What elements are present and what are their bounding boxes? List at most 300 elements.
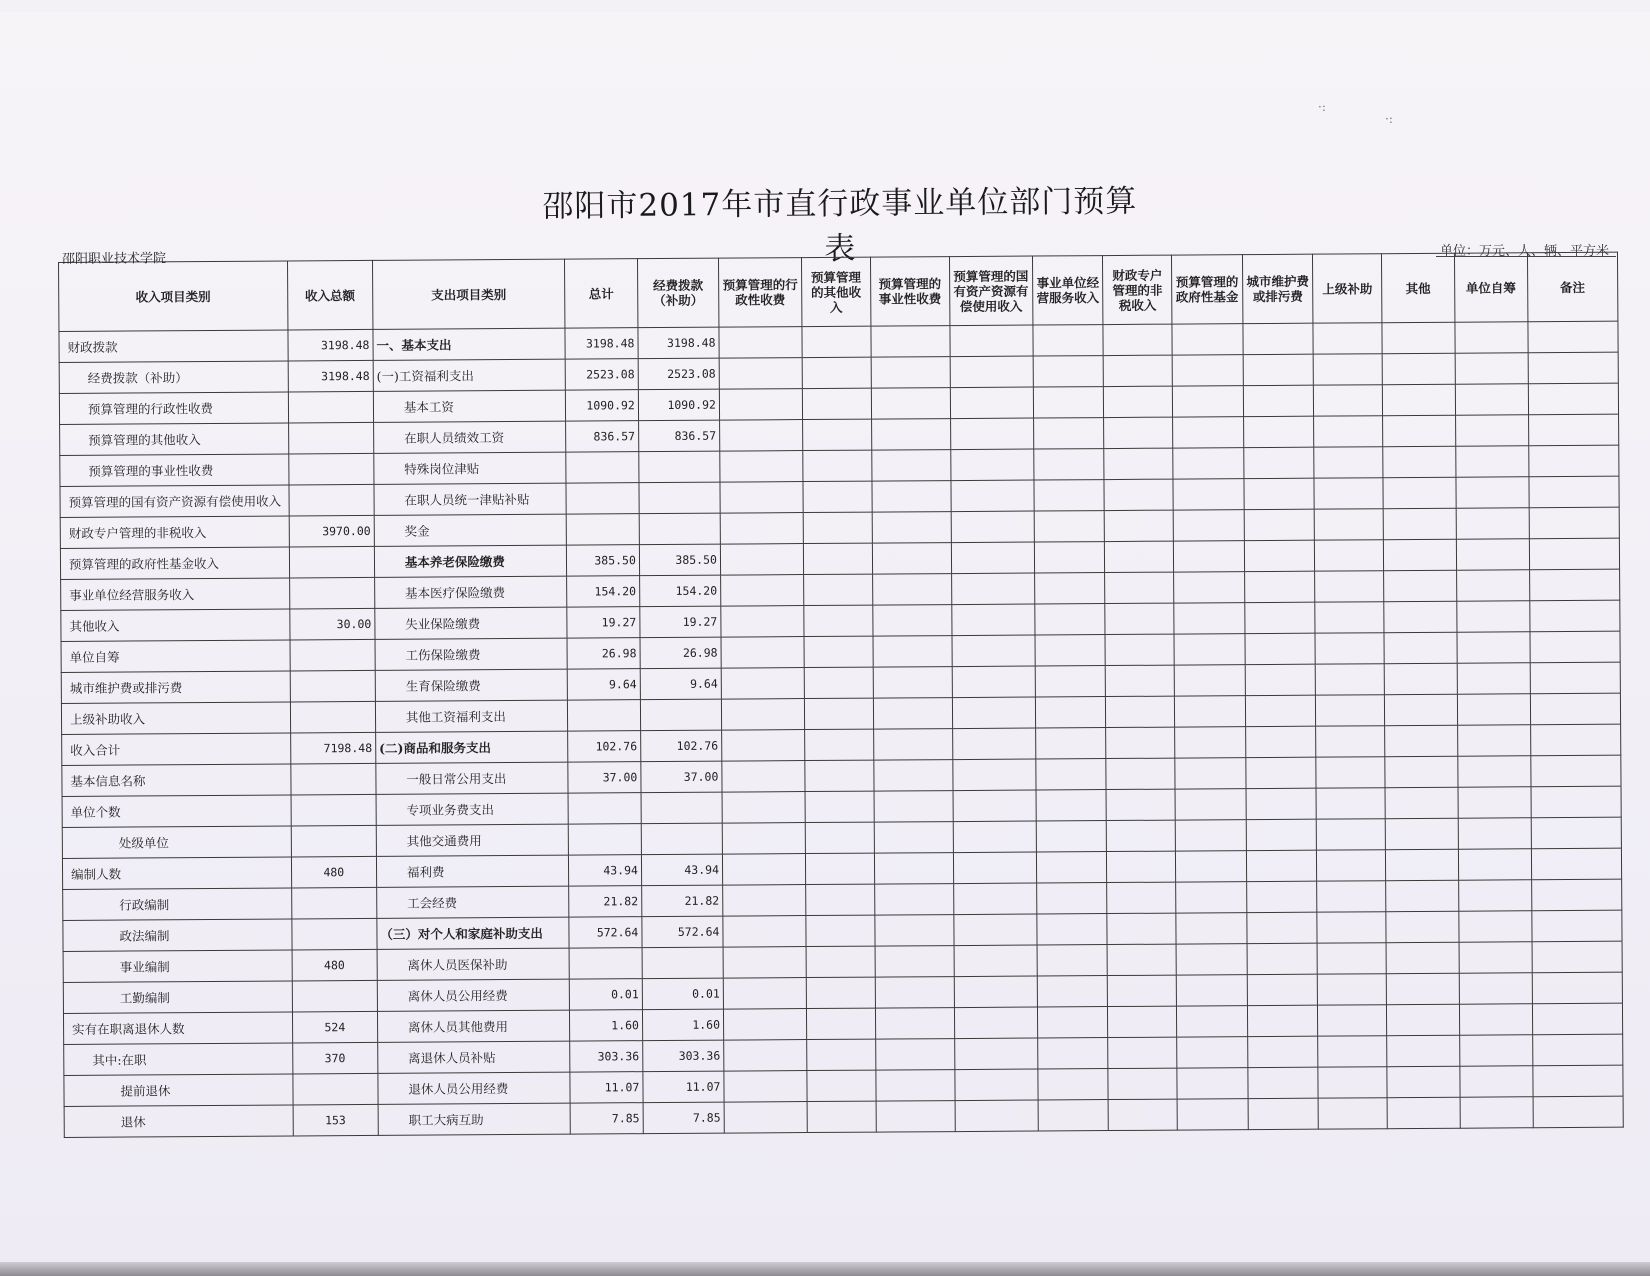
header-cell: 预算管理的其他收入 [802, 257, 871, 326]
empty-cell [1107, 882, 1176, 913]
empty-cell [722, 792, 805, 824]
total-cell: 3198.48 [565, 328, 638, 359]
empty-cell [1532, 1065, 1623, 1097]
empty-cell [1106, 665, 1175, 696]
expense-item-cell: 退休人员公用经费 [378, 1072, 570, 1104]
expense-item-cell: 职工大病互助 [378, 1103, 570, 1135]
income-amount-cell [292, 980, 377, 1012]
empty-cell [1172, 355, 1243, 386]
total-cell: 836.57 [566, 421, 639, 452]
empty-cell [1531, 848, 1622, 880]
income-amount-cell: 153 [293, 1104, 378, 1136]
empty-cell [1176, 944, 1247, 975]
empty-cell [1383, 477, 1456, 508]
total-cell [569, 948, 642, 979]
unit-note: 单位：万元、人、辆、平方米 [1440, 244, 1610, 259]
empty-cell [1382, 353, 1455, 384]
income-amount-cell: 30.00 [289, 608, 374, 640]
empty-cell [1243, 385, 1314, 416]
empty-cell [723, 978, 806, 1010]
empty-cell [1174, 603, 1245, 634]
empty-cell [1383, 446, 1456, 477]
empty-cell [1315, 540, 1384, 571]
income-item-cell: 单位个数 [62, 795, 291, 828]
empty-cell [724, 1040, 807, 1072]
empty-cell [1246, 788, 1317, 819]
income-item-cell: 行政编制 [63, 888, 292, 921]
empty-cell [1531, 910, 1622, 942]
empty-cell [807, 1070, 876, 1101]
empty-cell [1247, 912, 1318, 943]
total-cell: 303.36 [570, 1041, 643, 1072]
total-cell: 385.50 [567, 545, 640, 576]
empty-cell [1243, 447, 1314, 478]
empty-cell [722, 730, 805, 762]
income-amount-cell [292, 918, 377, 950]
empty-cell [723, 885, 806, 917]
empty-cell [806, 915, 875, 946]
appropriation-cell: 37.00 [641, 761, 722, 793]
empty-cell [806, 853, 875, 884]
scan-edge-shadow [0, 1262, 1650, 1276]
table-body [59, 321, 1623, 1137]
total-cell [568, 700, 641, 731]
empty-cell [1385, 849, 1458, 880]
empty-cell [1458, 849, 1531, 880]
budget-table-wrap [58, 252, 1624, 1138]
empty-cell [876, 1070, 955, 1102]
empty-cell [1387, 1097, 1460, 1128]
appropriation-cell [641, 823, 722, 855]
empty-cell [1175, 789, 1246, 820]
empty-cell [1177, 1006, 1248, 1037]
total-cell [566, 452, 639, 483]
empty-cell [1458, 880, 1531, 911]
income-item-cell: 工勤编制 [63, 981, 292, 1014]
empty-cell [1457, 632, 1530, 663]
empty-cell [1384, 694, 1457, 725]
empty-cell [1315, 633, 1384, 664]
empty-cell [805, 760, 874, 791]
empty-cell [804, 605, 873, 636]
income-item-cell: 其中:在职 [64, 1043, 293, 1076]
empty-cell [1036, 883, 1107, 914]
empty-cell [720, 482, 803, 514]
income-amount-cell: 3198.48 [288, 329, 373, 361]
empty-cell [1034, 511, 1105, 542]
empty-cell [724, 1102, 807, 1134]
expense-item-cell: (一)工资福利支出 [373, 359, 565, 391]
expense-item-cell: 工会经费 [377, 886, 569, 918]
income-amount-cell [288, 453, 373, 485]
empty-cell [1317, 819, 1386, 850]
empty-cell [1244, 509, 1315, 540]
empty-cell [1455, 353, 1528, 384]
total-cell: 1090.92 [565, 390, 638, 421]
appropriation-cell: 303.36 [643, 1040, 724, 1072]
header-cell: 上级补助 [1313, 254, 1382, 323]
empty-cell [1457, 694, 1530, 725]
empty-cell [874, 853, 953, 885]
empty-cell [1314, 478, 1383, 509]
empty-cell [1176, 913, 1247, 944]
empty-cell [1317, 912, 1386, 943]
income-amount-cell [291, 887, 376, 919]
total-cell [566, 514, 639, 545]
empty-cell [954, 976, 1037, 1008]
empty-cell [1317, 943, 1386, 974]
income-item-cell: 财政拨款 [59, 330, 288, 363]
income-amount-cell: 524 [292, 1011, 377, 1043]
empty-cell [1035, 697, 1106, 728]
income-item-cell: 事业单位经营服务收入 [61, 578, 290, 611]
empty-cell [1247, 943, 1318, 974]
total-cell: 26.98 [567, 638, 640, 669]
empty-cell [951, 480, 1034, 512]
empty-cell [1530, 662, 1621, 694]
empty-cell [802, 326, 871, 357]
empty-cell [876, 1101, 955, 1133]
total-cell: 102.76 [568, 731, 641, 762]
income-item-cell: 其他收入 [61, 609, 290, 642]
empty-cell [1034, 480, 1105, 511]
empty-cell [1459, 1004, 1532, 1035]
appropriation-cell [639, 513, 720, 545]
empty-cell [721, 668, 804, 700]
empty-cell [803, 543, 872, 574]
empty-cell [803, 512, 872, 543]
empty-cell [720, 544, 803, 576]
header-cell: 预算管理的事业性收费 [870, 257, 949, 327]
empty-cell [955, 1069, 1038, 1101]
empty-cell [722, 761, 805, 793]
empty-cell [720, 451, 803, 483]
expense-item-cell: 在职人员统一津贴补贴 [374, 483, 566, 515]
income-amount-cell: 3198.48 [288, 360, 373, 392]
empty-cell [955, 1100, 1038, 1132]
empty-cell [1384, 570, 1457, 601]
empty-cell [874, 884, 953, 916]
empty-cell [1317, 850, 1386, 881]
empty-cell [872, 512, 951, 544]
empty-cell [1383, 539, 1456, 570]
empty-cell [1104, 417, 1173, 448]
empty-cell [1529, 569, 1620, 601]
scan-speck: ·: [1385, 112, 1393, 126]
empty-cell [1316, 788, 1385, 819]
empty-cell [952, 666, 1035, 698]
empty-cell [952, 635, 1035, 667]
empty-cell [1243, 416, 1314, 447]
empty-cell [1318, 1098, 1387, 1129]
empty-cell [1385, 818, 1458, 849]
empty-cell [723, 947, 806, 979]
empty-cell [875, 977, 954, 1009]
empty-cell [875, 1039, 954, 1071]
empty-cell [1245, 602, 1316, 633]
empty-cell [1034, 449, 1105, 480]
empty-cell [721, 699, 804, 731]
empty-cell [1243, 354, 1314, 385]
income-item-cell: 预算管理的其他收入 [60, 423, 289, 456]
income-amount-cell [291, 794, 376, 826]
header-cell: 备注 [1527, 252, 1618, 322]
empty-cell [1108, 1037, 1177, 1068]
expense-item-cell: 离退休人员补贴 [378, 1041, 570, 1073]
empty-cell [954, 1007, 1037, 1039]
empty-cell [951, 573, 1034, 605]
expense-item-cell: 特殊岗位津贴 [374, 452, 566, 484]
empty-cell [1033, 325, 1104, 356]
empty-cell [1106, 696, 1175, 727]
empty-cell [1457, 663, 1530, 694]
income-item-cell: 预算管理的政府性基金收入 [60, 547, 289, 580]
empty-cell [806, 884, 875, 915]
empty-cell [1460, 1066, 1533, 1097]
income-item-cell: 上级补助收入 [61, 702, 290, 735]
empty-cell [1106, 758, 1175, 789]
expense-item-cell: 一、基本支出 [373, 328, 565, 360]
empty-cell [1531, 817, 1622, 849]
empty-cell [1173, 448, 1244, 479]
income-amount-cell: 480 [292, 949, 377, 981]
empty-cell [1036, 821, 1107, 852]
empty-cell [1245, 633, 1316, 664]
empty-cell [1456, 477, 1529, 508]
empty-cell [1382, 322, 1455, 353]
total-cell: 19.27 [567, 607, 640, 638]
header-cell: 预算管理的行政性收费 [718, 258, 802, 328]
empty-cell [1316, 726, 1385, 757]
empty-cell [1529, 538, 1620, 570]
empty-cell [1172, 324, 1243, 355]
empty-cell [1313, 323, 1382, 354]
empty-cell [953, 821, 1036, 853]
empty-cell [723, 1009, 806, 1041]
empty-cell [1457, 601, 1530, 632]
empty-cell [1105, 572, 1174, 603]
empty-cell [1458, 818, 1531, 849]
income-amount-cell [290, 670, 375, 702]
income-item-cell: 单位自筹 [61, 640, 290, 673]
income-amount-cell [291, 825, 376, 857]
empty-cell [1386, 1004, 1459, 1035]
empty-cell [1173, 417, 1244, 448]
income-item-cell: 预算管理的国有资产资源有偿使用收入 [60, 485, 289, 518]
header-cell: 总计 [565, 259, 638, 328]
department-name: 邵阳职业技术学院 [61, 251, 167, 267]
empty-cell [873, 636, 952, 668]
empty-cell [804, 574, 873, 605]
appropriation-cell [641, 792, 722, 824]
empty-cell [1034, 573, 1105, 604]
empty-cell [719, 327, 802, 359]
empty-cell [1459, 942, 1532, 973]
empty-cell [721, 575, 804, 607]
appropriation-cell: 26.98 [640, 637, 721, 669]
empty-cell [1246, 881, 1317, 912]
empty-cell [1244, 571, 1315, 602]
empty-cell [872, 605, 951, 637]
total-cell: 7.85 [570, 1103, 643, 1134]
empty-cell [1173, 479, 1244, 510]
empty-cell [872, 481, 951, 513]
empty-cell [1172, 386, 1243, 417]
empty-cell [1530, 724, 1621, 756]
empty-cell [1387, 1066, 1460, 1097]
empty-cell [804, 698, 873, 729]
empty-cell [1107, 913, 1176, 944]
empty-cell [1177, 1037, 1248, 1068]
empty-cell [804, 667, 873, 698]
empty-cell [1244, 478, 1315, 509]
header-cell: 经费拨款（补助） [637, 258, 719, 328]
header-cell: 收入项目类别 [59, 261, 288, 332]
empty-cell [1106, 727, 1175, 758]
empty-cell [950, 325, 1033, 357]
total-cell: 0.01 [569, 979, 642, 1010]
empty-cell [1456, 570, 1529, 601]
empty-cell [1035, 604, 1106, 635]
empty-cell [1038, 1069, 1109, 1100]
income-item-cell: 提前退休 [64, 1074, 293, 1107]
empty-cell [1037, 1007, 1108, 1038]
empty-cell [1528, 476, 1619, 508]
income-amount-cell: 7198.48 [290, 732, 375, 764]
income-item-cell: 处级单位 [62, 826, 291, 859]
empty-cell [871, 357, 950, 389]
empty-cell [807, 1039, 876, 1070]
empty-cell [1529, 631, 1620, 663]
income-item-cell: 编制人数 [62, 857, 291, 890]
appropriation-cell: 21.82 [642, 885, 723, 917]
empty-cell [1245, 726, 1316, 757]
empty-cell [1104, 479, 1173, 510]
empty-cell [1247, 1005, 1318, 1036]
empty-cell [1175, 727, 1246, 758]
appropriation-cell [639, 482, 720, 514]
empty-cell [1384, 601, 1457, 632]
empty-cell [1459, 973, 1532, 1004]
empty-cell [802, 388, 871, 419]
empty-cell [951, 604, 1034, 636]
empty-cell [1033, 418, 1104, 449]
empty-cell [1532, 941, 1623, 973]
empty-cell [1175, 758, 1246, 789]
empty-cell [721, 637, 804, 669]
appropriation-cell: 385.50 [639, 544, 720, 576]
empty-cell [722, 854, 805, 886]
empty-cell [1455, 415, 1528, 446]
empty-cell [1036, 790, 1107, 821]
empty-cell [806, 977, 875, 1008]
empty-cell [1386, 973, 1459, 1004]
expense-item-cell: 基本养老保险缴费 [374, 545, 566, 577]
table-header-row [59, 252, 1618, 331]
empty-cell [1174, 665, 1245, 696]
income-amount-cell [289, 577, 374, 609]
appropriation-cell: 7.85 [643, 1102, 724, 1134]
expense-item-cell: 离休人员公用经费 [377, 979, 569, 1011]
income-amount-cell [289, 484, 374, 516]
income-amount-cell [290, 701, 375, 733]
empty-cell [1033, 387, 1104, 418]
empty-cell [1455, 384, 1528, 415]
empty-cell [1175, 851, 1246, 882]
empty-cell [871, 450, 950, 482]
appropriation-cell: 43.94 [641, 854, 722, 886]
empty-cell [1108, 1006, 1177, 1037]
empty-cell [719, 389, 802, 421]
empty-cell [1528, 445, 1619, 477]
page-title: 邵阳市2017年市直行政事业单位部门预算表 [542, 183, 1138, 268]
empty-cell [1386, 880, 1459, 911]
income-item-cell: 经费拨款（补助） [59, 361, 288, 394]
empty-cell [1038, 1100, 1109, 1131]
total-cell: 37.00 [568, 762, 641, 793]
empty-cell [1246, 819, 1317, 850]
header-cell: 城市维护费或排污费 [1242, 254, 1313, 323]
empty-cell [724, 1071, 807, 1103]
empty-cell [953, 852, 1036, 884]
income-amount-cell [293, 1073, 378, 1105]
empty-cell [1528, 352, 1619, 384]
empty-cell [1532, 1003, 1623, 1035]
empty-cell [1383, 415, 1456, 446]
empty-cell [1247, 974, 1318, 1005]
empty-cell [1174, 572, 1245, 603]
empty-cell [1108, 1068, 1177, 1099]
total-cell: 154.20 [567, 576, 640, 607]
appropriation-cell [642, 947, 723, 979]
appropriation-cell: 1.60 [642, 1009, 723, 1041]
total-cell: 9.64 [567, 669, 640, 700]
income-item-cell: 实有在职离退休人数 [63, 1012, 292, 1045]
expense-item-cell: (二)商品和服务支出 [375, 731, 567, 763]
appropriation-cell: 1090.92 [638, 389, 719, 421]
empty-cell [802, 357, 871, 388]
expense-item-cell: 其他工资福利支出 [375, 700, 567, 732]
empty-cell [803, 419, 872, 450]
empty-cell [1037, 1038, 1108, 1069]
income-amount-cell [290, 763, 375, 795]
total-cell: 11.07 [570, 1072, 643, 1103]
empty-cell [1528, 383, 1619, 415]
empty-cell [1248, 1067, 1319, 1098]
empty-cell [873, 698, 952, 730]
empty-cell [954, 1038, 1037, 1070]
empty-cell [803, 481, 872, 512]
appropriation-cell: 2523.08 [638, 358, 719, 390]
income-item-cell: 事业编制 [63, 950, 292, 983]
empty-cell [1458, 787, 1531, 818]
empty-cell [1177, 1068, 1248, 1099]
appropriation-cell: 572.64 [642, 916, 723, 948]
total-cell: 2523.08 [565, 359, 638, 390]
appropriation-cell: 836.57 [638, 420, 719, 452]
empty-cell [1108, 944, 1177, 975]
empty-cell [954, 945, 1037, 977]
empty-cell [807, 1008, 876, 1039]
empty-cell [1247, 1036, 1318, 1067]
empty-cell [874, 822, 953, 854]
expense-item-cell: 一般日常公用支出 [376, 762, 568, 794]
empty-cell [1033, 356, 1104, 387]
budget-table [58, 252, 1624, 1138]
empty-cell [1318, 1005, 1387, 1036]
empty-cell [1457, 725, 1530, 756]
expense-item-cell: 离休人员其他费用 [377, 1010, 569, 1042]
